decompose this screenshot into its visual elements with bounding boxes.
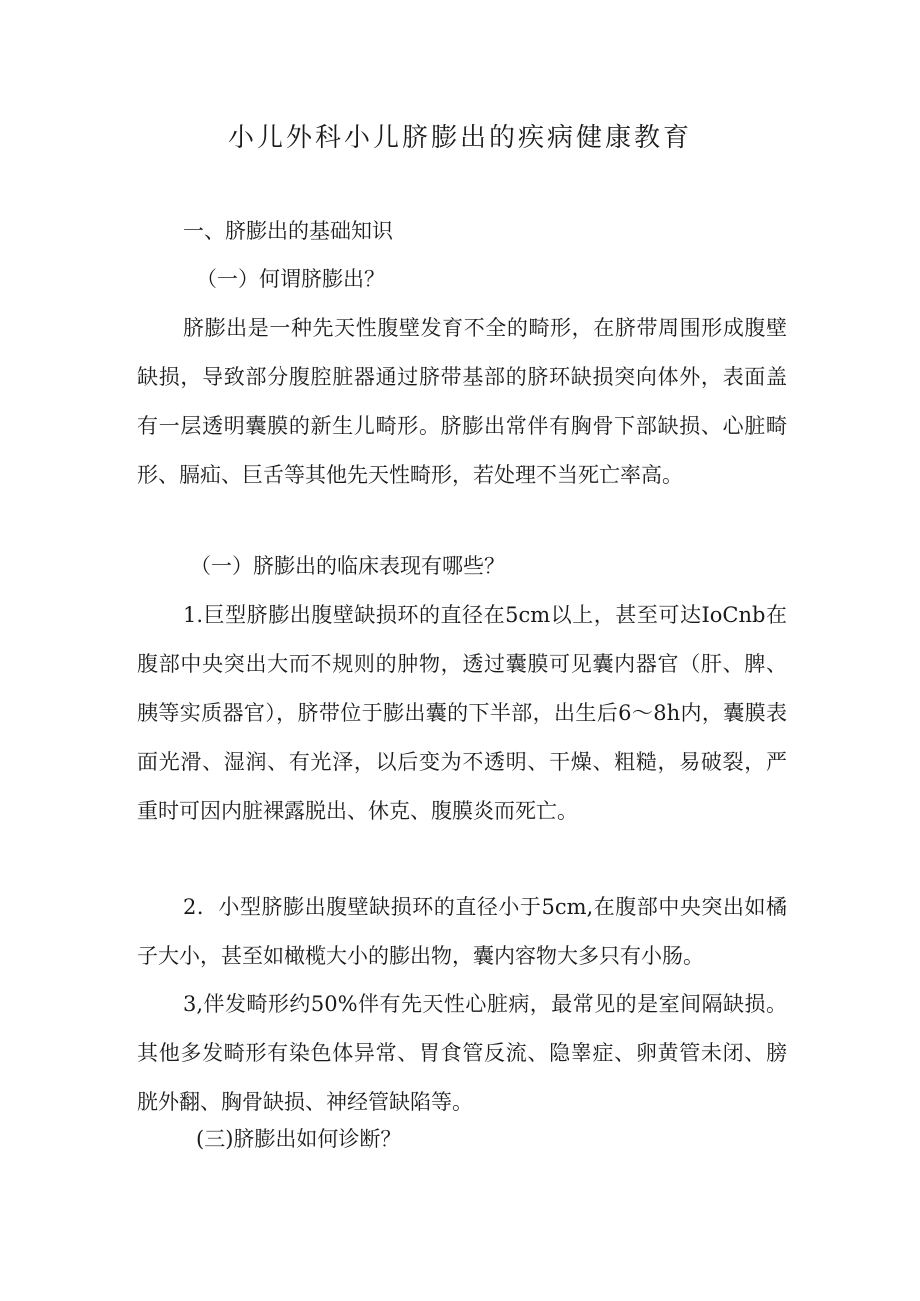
question-heading-what-is: （一）何谓脐膨出？ (196, 267, 385, 291)
paragraph-definition: 脐膨出是一种先天性腹壁发育不全的畸形，在脐带周围形成腹壁缺损，导致部分腹腔脏器通过脐带基部的脐环缺损突向体外，表面盖有一层透明囊膜的新生儿畸形。脐膨出常伴有胸骨下部缺损、心脏畸形、膈疝、巨舌等其他先天性畸形，若处理不当死亡率高。 (137, 316, 787, 487)
paragraph-associated-anomalies: 3,伴发畸形约50%伴有先天性心脏病，最常见的是室间隔缺损。其他多发畸形有染色体异常、胃食管反流、隐睾症、卵黄管未闭、膀胱外翻、胸骨缺损、神经管缺陷等。 (137, 992, 787, 1114)
section-heading-basics: 一、脐膨出的基础知识 (183, 219, 393, 243)
paragraph-giant-omphalocele: 1.巨型脐膨出腹壁缺损环的直径在5cm以上，甚至可达IoCnb在腹部中央突出大而不规则的肿物，透过囊膜可见囊内器官（肝、脾、胰等实质器官），脐带位于膨出囊的下半部，出生后6～8h内，囊膜表面光滑、湿润、有光泽，以后变为不透明、干燥、粗糙，易破裂，严重时可因内脏裸露脱出、休克、腹膜炎而死亡。 (137, 603, 787, 823)
question-heading-diagnosis: (三)脐膨出如何诊断？ (196, 1127, 402, 1151)
paragraph-small-omphalocele: 2．小型脐膨出腹壁缺损环的直径小于5cm,在腹部中央突出如橘子大小，甚至如橄榄大小的膨出物，囊内容物大多只有小肠。 (137, 895, 787, 968)
question-heading-symptoms: （一）脐膨出的临床表现有哪些？ (190, 554, 505, 578)
document-title: 小儿外科小儿脐膨出的疾病健康教育 (227, 123, 692, 153)
